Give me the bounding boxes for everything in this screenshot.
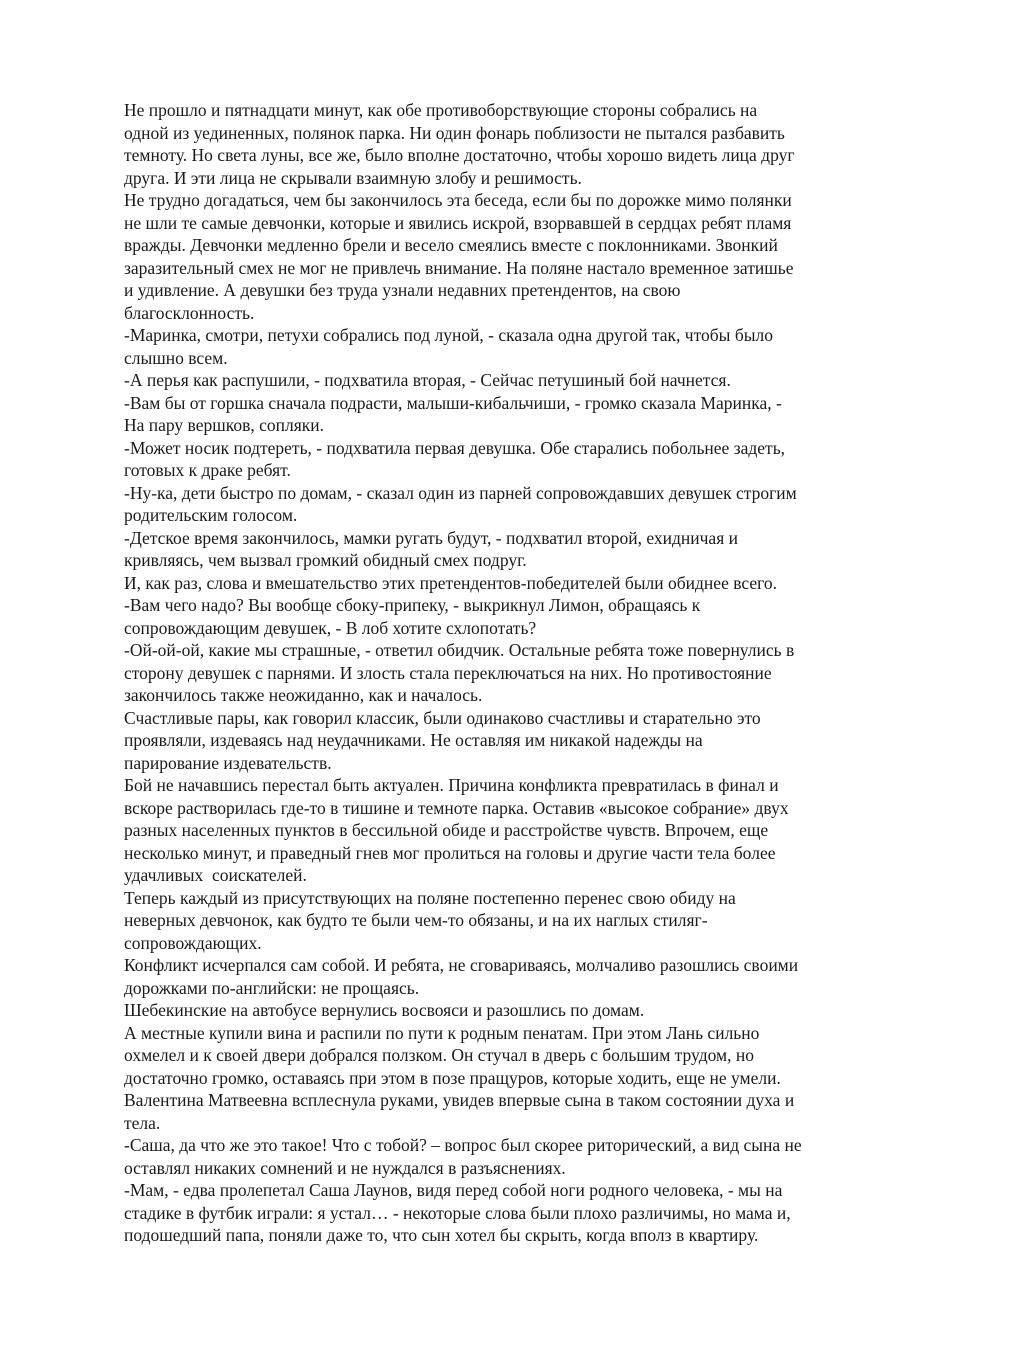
text-line: закончилось также неожиданно, как и началось.	[124, 685, 483, 705]
text-line: несколько минут, и праведный гнев мог пролиться на головы и другие части тела более	[124, 842, 776, 863]
text-line: А местные купили вина и распили по пути к родным пенатам. При этом Лань сильно	[124, 1022, 760, 1043]
text-line: -Ой-ой-ой, какие мы страшные, - ответил обидчик. Остальные ребята тоже повернулись в	[124, 640, 795, 660]
text-line: Не прошло и пятнадцати минут, как обе противоборствующие стороны собрались на	[124, 100, 758, 120]
text-line: разных населенных пунктов в бессильной обиде и расстройстве чувств. Впрочем, еще	[124, 820, 769, 840]
text-line: вскоре растворилась где-то в тишине и темноте парка. Оставив «высокое собрание» двух	[124, 797, 789, 818]
text-line: Теперь каждый из присутствующих на поляне постепенно перенес свою обиду на	[124, 887, 736, 908]
text-line: слышно всем.	[124, 347, 228, 368]
text-line: сопровождающим девушек, - В лоб хотите схлопотать?	[124, 617, 537, 638]
text-line: кривляясь, чем вызвал громкий обидный смех подруг.	[124, 550, 527, 570]
text-line: вражды. Девчонки медленно брели и весело смеялись вместе с поклонниками. Звонкий	[124, 235, 778, 255]
text-line: стадике в футбик играли: я устал… - некоторые слова были плохо различимы, но мама и,	[124, 1202, 791, 1223]
text-line: родительским голосом.	[124, 505, 298, 525]
text-line: заразительный смех не мог не привлечь внимание. На поляне настало временное затишье	[124, 257, 794, 278]
text-line: сторону девушек с парнями. И злость стала переключаться на них. Но противостояние	[124, 662, 772, 683]
text-line: -Маринка, смотри, петухи собрались под луной, - сказала одна другой так, чтобы было	[124, 325, 773, 345]
text-line: -Саша, да что же это такое! Что с тобой? – вопрос был скорее риторический, а вид сына не	[124, 1135, 802, 1155]
text-line: -Вам чего надо? Вы вообще сбоку-припеку, - выкрикнул Лимон, обращаясь к	[124, 595, 701, 615]
text-line: -Ну-ка, дети быстро по домам, - сказал один из парней сопровождавших девушек строгим	[124, 482, 797, 503]
text-line: неверных девчонок, как будто те были чем-то обязаны, и на их наглых стиляг-	[124, 910, 708, 930]
text-line: сопровождающих.	[124, 932, 262, 953]
text-line: одной из уединенных, полянок парка. Ни один фонарь поблизости не пытался разбавить	[124, 122, 785, 143]
text-line: тела.	[124, 1112, 161, 1133]
document-body	[124, 99, 904, 1247]
text-line: -А перья как распушили, - подхватила вторая, - Сейчас петушиный бой начнется.	[124, 370, 731, 390]
text-line: -Мам, - едва пролепетал Саша Лаунов, видя перед собой ноги родного человека, - мы на	[124, 1180, 783, 1200]
text-line: На пару вершков, сопляки.	[124, 415, 324, 435]
text-line: Шебекинские на автобусе вернулись восвояси и разошлись по домам.	[124, 1000, 645, 1020]
text-line: -Может носик подтереть, - подхватила первая девушка. Обе старались побольнее задеть,	[124, 437, 786, 458]
text-line: -Детское время закончилось, мамки ругать будут, - подхватил второй, ехидничая и	[124, 527, 738, 548]
text-line: не шли те самые девчонки, которые и явились искрой, взорвавшей в сердцах ребят пламя	[124, 212, 792, 233]
text-line: благосклонность.	[124, 302, 255, 323]
text-line: И, как раз, слова и вмешательство этих претендентов-победителей были обиднее всего.	[124, 572, 777, 593]
text-line: Валентина Матвеевна всплеснула руками, увидев впервые сына в таком состоянии духа и	[124, 1090, 795, 1110]
text-line: друга. И эти лица не скрывали взаимную злобу и решимость.	[124, 167, 582, 188]
text-line: дорожками по-английски: не прощаясь.	[124, 977, 420, 998]
text-line: Конфликт исчерпался сам собой. И ребята, не сговариваясь, молчаливо разошлись своими	[124, 955, 799, 975]
text-line: темноту. Но света луны, все же, было вполне достаточно, чтобы хорошо видеть лица друг	[124, 145, 795, 165]
text-line: оставлял никаких сомнений и не нуждался в разъяснениях.	[124, 1157, 566, 1178]
text-line: достаточно громко, оставаясь при этом в позе пращуров, которые ходить, еще не умели.	[124, 1067, 781, 1088]
text-line: готовых к драке ребят.	[124, 460, 291, 480]
text-line: Бой не начавшись перестал быть актуален. Причина конфликта превратилась в финал и	[124, 775, 779, 795]
text-line: Не трудно догадаться, чем бы закончилось эта беседа, если бы по дорожке мимо полянки	[124, 190, 792, 210]
text-line: подошедший папа, поняли даже то, что сын хотел бы скрыть, когда вполз в квартиру.	[124, 1225, 759, 1245]
text-line: удачливых соискателей.	[124, 865, 307, 885]
text-line: парирование издевательств.	[124, 752, 332, 773]
text-line: -Вам бы от горшка сначала подрасти, малыши-кибальчиши, - громко сказала Маринка, -	[124, 392, 782, 413]
text-line: проявляли, издеваясь над неудачниками. Не оставляя им никакой надежды на	[124, 730, 703, 750]
text-line: охмелел и к своей двери добрался ползком. Он стучал в дверь с большим трудом, но	[124, 1045, 754, 1065]
text-line: Счастливые пары, как говорил классик, были одинаково счастливы и старательно это	[124, 707, 761, 728]
text-line: и удивление. А девушки без труда узнали недавних претендентов, на свою	[124, 280, 681, 300]
